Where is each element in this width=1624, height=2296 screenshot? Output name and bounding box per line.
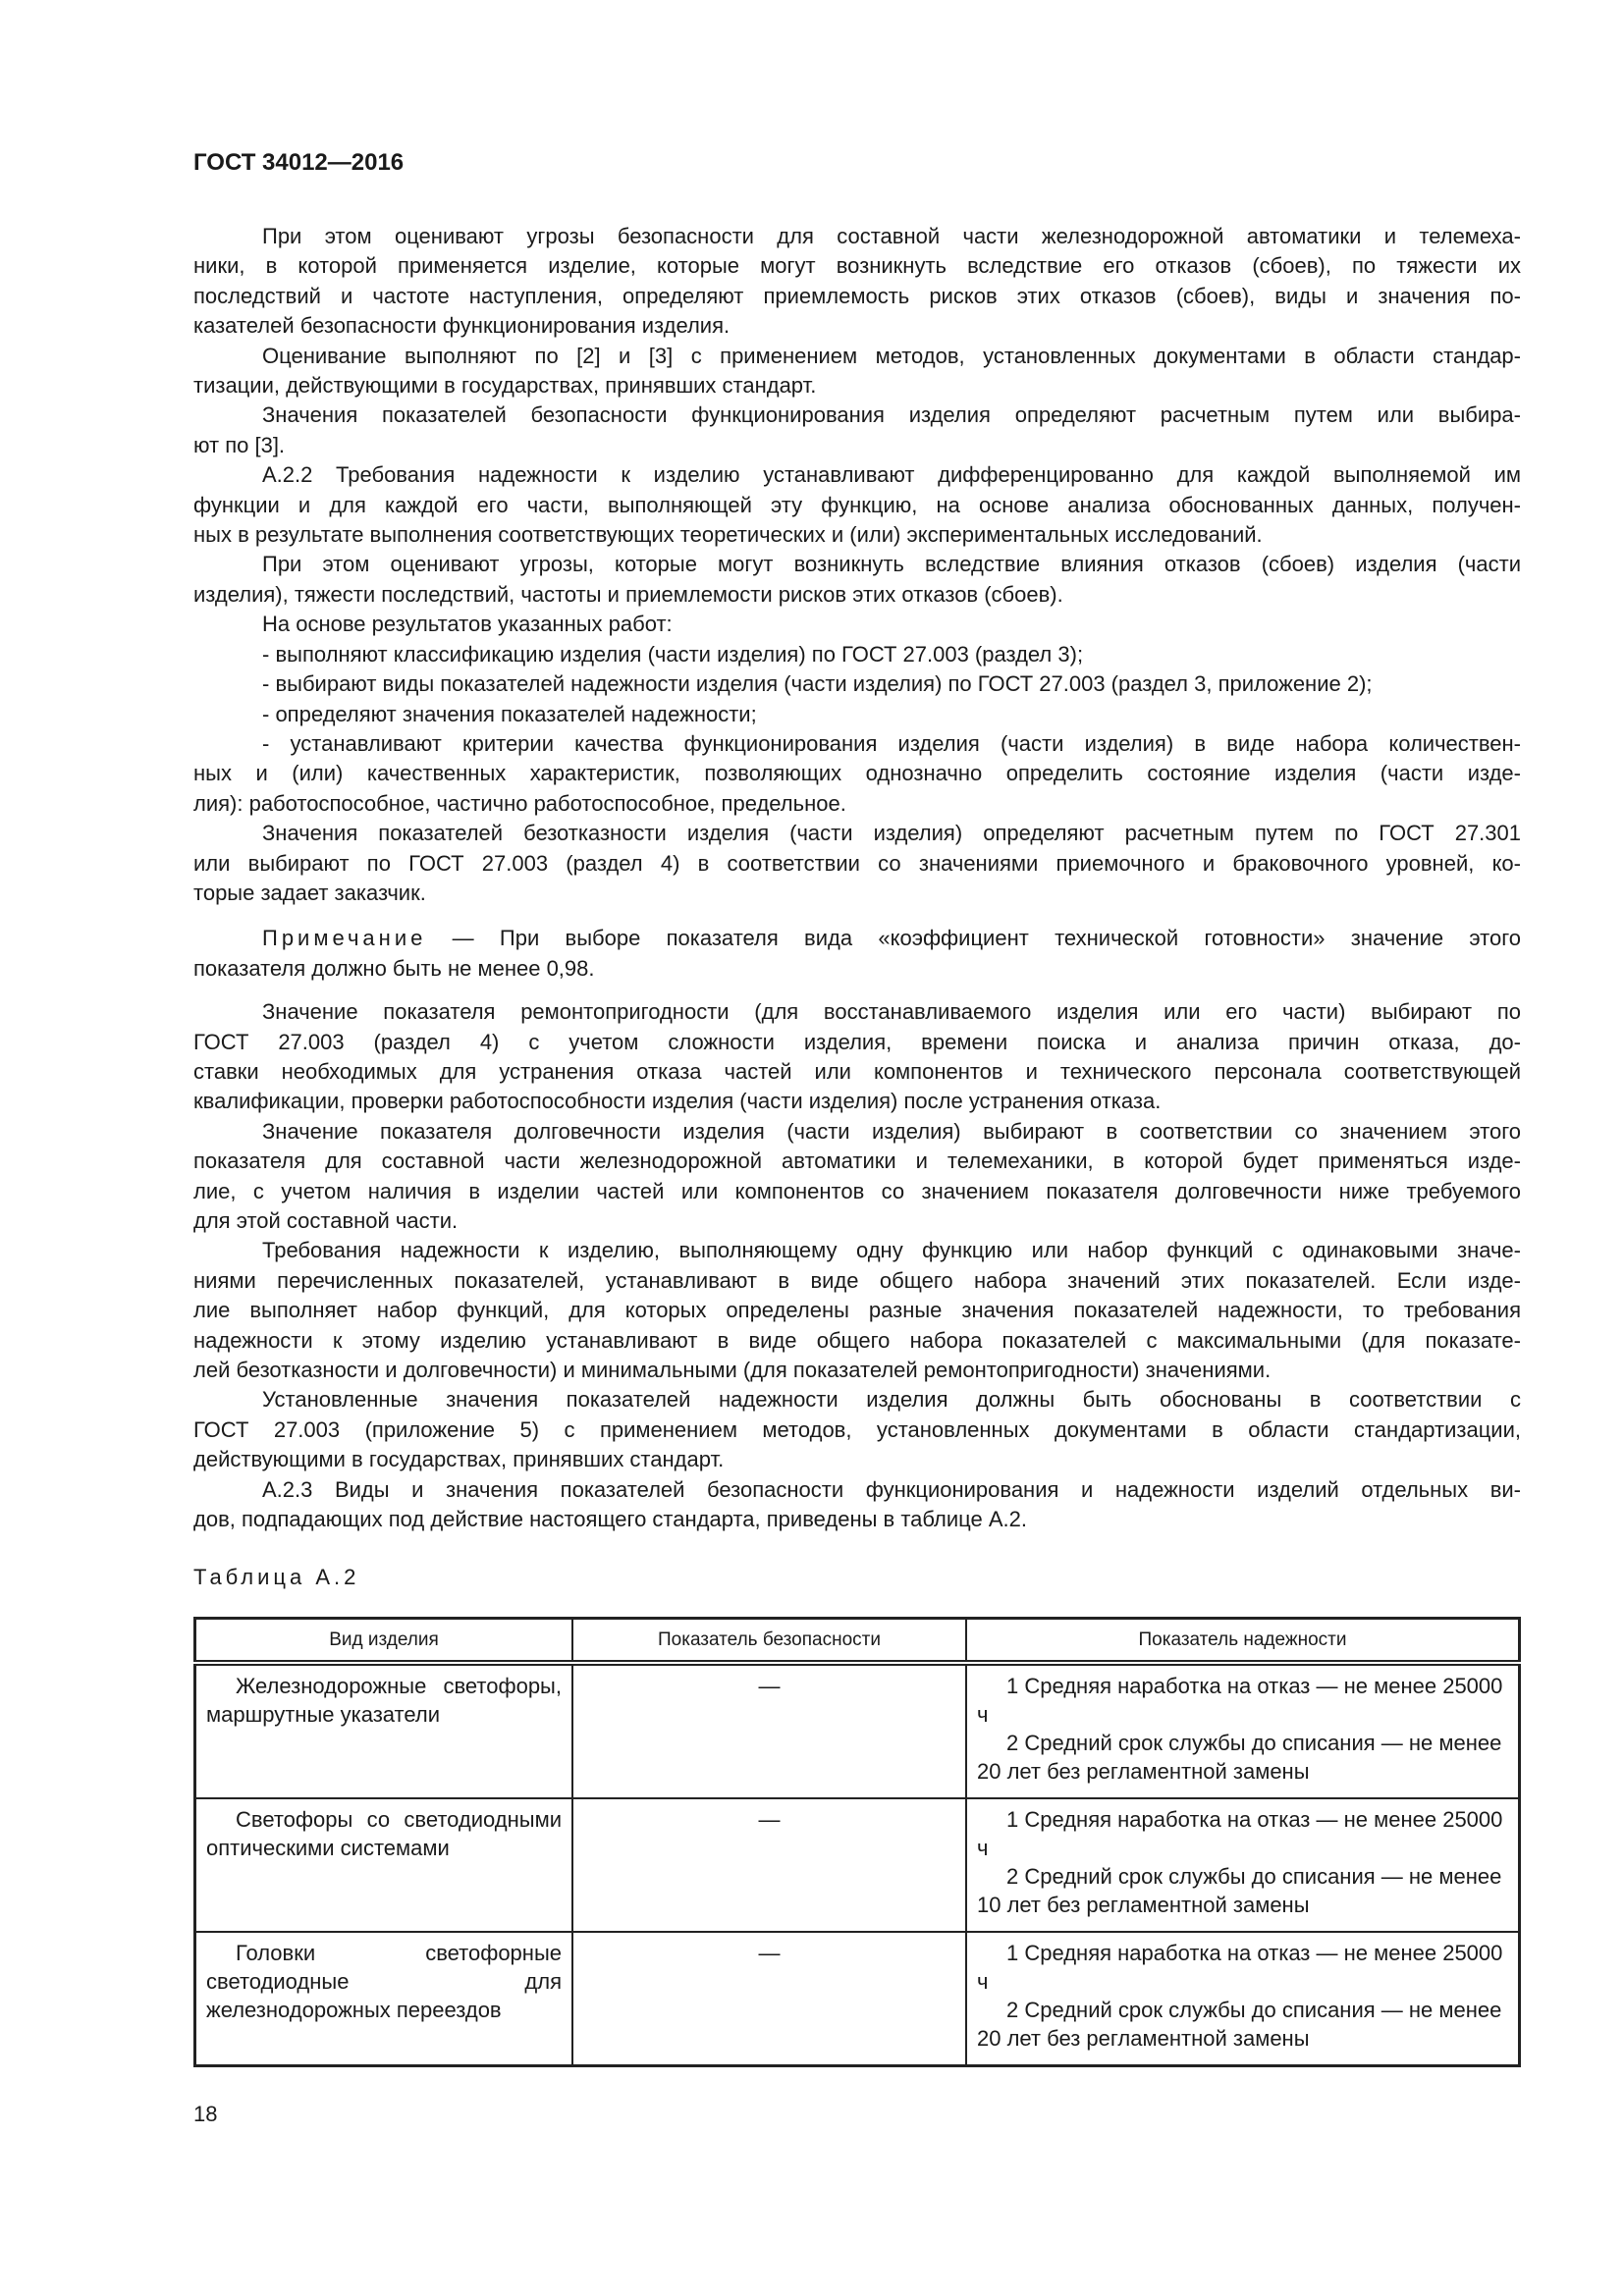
text-line: изделия), тяжести последствий, частоты и приемлемости рисков этих отказов (сбоев).: [193, 581, 1063, 607]
paragraph: [193, 700, 1521, 729]
text-line: показателя должно быть не менее 0,98.: [193, 955, 595, 981]
text-line: Значения показателей безотказности изделия (части изделия) определяют расчетным путем по ГОСТ 27.301: [262, 821, 1521, 846]
table-row: [195, 1798, 1520, 1932]
text-line: Требования надежности к изделию, выполняющему одну функцию или набор функций с одинаковыми значе-: [262, 1238, 1521, 1263]
product-kind-cell: [195, 1663, 573, 1798]
text-line: [193, 924, 1521, 953]
safety-indicator-cell: —: [572, 1663, 966, 1798]
text-line: лия): работоспособное, частично работоспособное, предельное.: [193, 790, 846, 816]
product-kind-cell-text: Железнодорожные светофоры, маршрутные указатели: [206, 1674, 562, 1727]
product-kind-cell: [195, 1798, 573, 1932]
reliability-item: 2 Средний срок службы до списания — не менее 10 лет без регламентной замены: [977, 1864, 1502, 1917]
text-line: Значение показателя долговечности изделия (части изделия) выбирают в соответствии со значением этого: [262, 1118, 1521, 1144]
body-text: [193, 222, 1521, 1534]
column-header: Показатель надежности: [966, 1619, 1520, 1664]
paragraph: [193, 400, 1521, 460]
reliability-item: 2 Средний срок службы до списания — не менее 20 лет без регламентной замены: [977, 1731, 1502, 1784]
paragraph: [193, 819, 1521, 908]
table-caption: Таблица А.2: [193, 1565, 360, 1589]
product-kind-cell-text: Светофоры со светодиодными оптическими системами: [206, 1807, 562, 1860]
text-line: ниями перечисленных показателей, устанавливают в виде общего набора значений этих показателей. Если изде-: [193, 1267, 1521, 1293]
text-line: показателя для составной части железнодорожной автоматики и телемеханики, в которой будет применяться изде-: [193, 1148, 1521, 1174]
text-line: казателей безопасности функционирования изделия.: [193, 313, 731, 339]
safety-indicator-cell: —: [572, 1932, 966, 2066]
paragraph: [193, 997, 1521, 1117]
text-line: - выполняют классификацию изделия (части изделия) по ГОСТ 27.003 (раздел 3);: [262, 641, 1084, 667]
text-line: А.2.2 Требования надежности к изделию устанавливают дифференцированно для каждой выполняемой им: [262, 462, 1521, 488]
paragraph: [193, 460, 1521, 550]
paragraph: [193, 669, 1521, 699]
text-line: квалификации, проверки работоспособности изделия (части изделия) после устранения отказа.: [193, 1089, 1162, 1114]
paragraph: [193, 610, 1521, 639]
table-header-row: [195, 1619, 1520, 1664]
text-line: Значения показателей безопасности функционирования изделия определяют расчетным путем или выбира-: [262, 402, 1521, 428]
paragraph: [193, 729, 1521, 819]
text-line: - выбирают виды показателей надежности изделия (части изделия) по ГОСТ 27.003 (раздел 3, приложение 2);: [262, 671, 1373, 697]
reliability-item: 1 Средняя наработка на отказ — не менее 25000 ч: [977, 1674, 1503, 1727]
text-line: При этом оценивают угрозы, которые могут возникнуть вследствие влияния отказов (сбоев) изделия (части: [262, 552, 1521, 577]
text-line: ных и (или) качественных характеристик, позволяющих однозначно определить состояние изделия (части изде-: [193, 761, 1521, 786]
text-line: Оценивание выполняют по [2] и [3] с применением методов, установленных документами в области стандар-: [262, 343, 1521, 368]
paragraph: [193, 640, 1521, 669]
text-line: ставки необходимых для устранения отказа частей или компонентов и технического персонала соответствующей: [193, 1058, 1521, 1084]
text-line: лие, с учетом наличия в изделии частей или компонентов со значением показателя долговечности ниже требуемого: [193, 1178, 1521, 1203]
text-line: надежности к этому изделию устанавливают в виде общего набора показателей с максимальными (для показате-: [193, 1327, 1521, 1353]
text-line: торые задает заказчик.: [193, 880, 426, 905]
paragraph: [193, 1236, 1521, 1385]
page-number: 18: [193, 2102, 218, 2126]
text-line: лие выполняет набор функций, для которых определены разные значения показателей надежности, то требования: [193, 1298, 1521, 1323]
paragraph: [193, 222, 1521, 342]
text-line: А.2.3 Виды и значения показателей безопасности функционирования и надежности изделий отдельных ви-: [262, 1476, 1521, 1502]
note: [193, 924, 1521, 984]
text-line: для этой составной части.: [193, 1208, 459, 1233]
text-line: - устанавливают критерии качества функционирования изделия (части изделия) в виде набора количествен-: [262, 730, 1521, 756]
column-header: Вид изделия: [195, 1619, 573, 1664]
text-line: - определяют значения показателей надежности;: [262, 701, 757, 726]
text-line: дов, подпадающих под действие настоящего стандарта, приведены в таблице А.2.: [193, 1507, 1027, 1532]
text-line: Установленные значения показателей надежности изделия должны быть обоснованы в соответствии с: [262, 1387, 1521, 1413]
note-label: Примечание: [262, 926, 427, 951]
product-kind-cell-text: Головки светофорные светодиодные для железнодорожных переездов: [206, 1941, 562, 2022]
reliability-indicator-cell: [966, 1932, 1520, 2066]
document-header: ГОСТ 34012—2016: [193, 149, 405, 176]
text-line: тизации, действующими в государствах, принявших стандарт.: [193, 373, 817, 399]
text-line: На основе результатов указанных работ:: [262, 612, 673, 637]
text-line: действующими в государствах, принявших стандарт.: [193, 1447, 725, 1472]
paragraph: [193, 1117, 1521, 1237]
reliability-item: 1 Средняя наработка на отказ — не менее 25000 ч: [977, 1941, 1503, 1994]
paragraph: [193, 1475, 1521, 1535]
safety-indicator-cell: —: [572, 1798, 966, 1932]
text-line: или выбирают по ГОСТ 27.003 (раздел 4) в соответствии со значениями приемочного и браковочного уровней, ко-: [193, 850, 1521, 876]
reliability-item: 1 Средняя наработка на отказ — не менее 25000 ч: [977, 1807, 1503, 1860]
text-line: Значение показателя ремонтопригодности (для восстанавливаемого изделия или его части) выбирают по: [262, 999, 1521, 1025]
paragraph: [193, 1385, 1521, 1474]
text-line: последствий и частоте наступления, определяют приемлемость рисков этих отказов (сбоев), виды и значения по-: [193, 283, 1521, 308]
paragraph: [193, 550, 1521, 610]
reliability-indicator-cell: [966, 1663, 1520, 1798]
text-line: ники, в которой применяется изделие, которые могут возникнуть вследствие его отказов (сбоев), по тяжести их: [193, 253, 1521, 279]
text-line: ГОСТ 27.003 (раздел 4) с учетом сложности изделия, времени поиска и анализа причин отказа, до-: [193, 1029, 1521, 1054]
note-text: — При выборе показателя вида «коэффициент технической готовности» значение этого: [426, 926, 1521, 951]
product-kind-cell: [195, 1932, 573, 2066]
text-line: лей безотказности и долговечности) и минимальными (для показателей ремонтопригодности) значениями.: [193, 1358, 1272, 1383]
reliability-indicator-cell: [966, 1798, 1520, 1932]
text-line: ных в результате выполнения соответствующих теоретических и (или) экспериментальных исследований.: [193, 522, 1263, 548]
text-line: функции и для каждой его части, выполняющей эту функцию, на основе анализа обоснованных данных, получен-: [193, 492, 1521, 517]
reliability-item: 2 Средний срок службы до списания — не менее 20 лет без регламентной замены: [977, 1998, 1502, 2051]
text-line: При этом оценивают угрозы безопасности для составной части железнодорожной автоматики и телемеха-: [262, 224, 1521, 248]
table-row: [195, 1932, 1520, 2066]
table-row: [195, 1663, 1520, 1798]
text-line: ГОСТ 27.003 (приложение 5) с применением методов, установленных документами в области стандартизации,: [193, 1416, 1521, 1442]
paragraph: [193, 342, 1521, 401]
text-line: ют по [3].: [193, 432, 286, 457]
table-a2: [193, 1617, 1521, 2067]
column-header: Показатель безопасности: [572, 1619, 966, 1664]
